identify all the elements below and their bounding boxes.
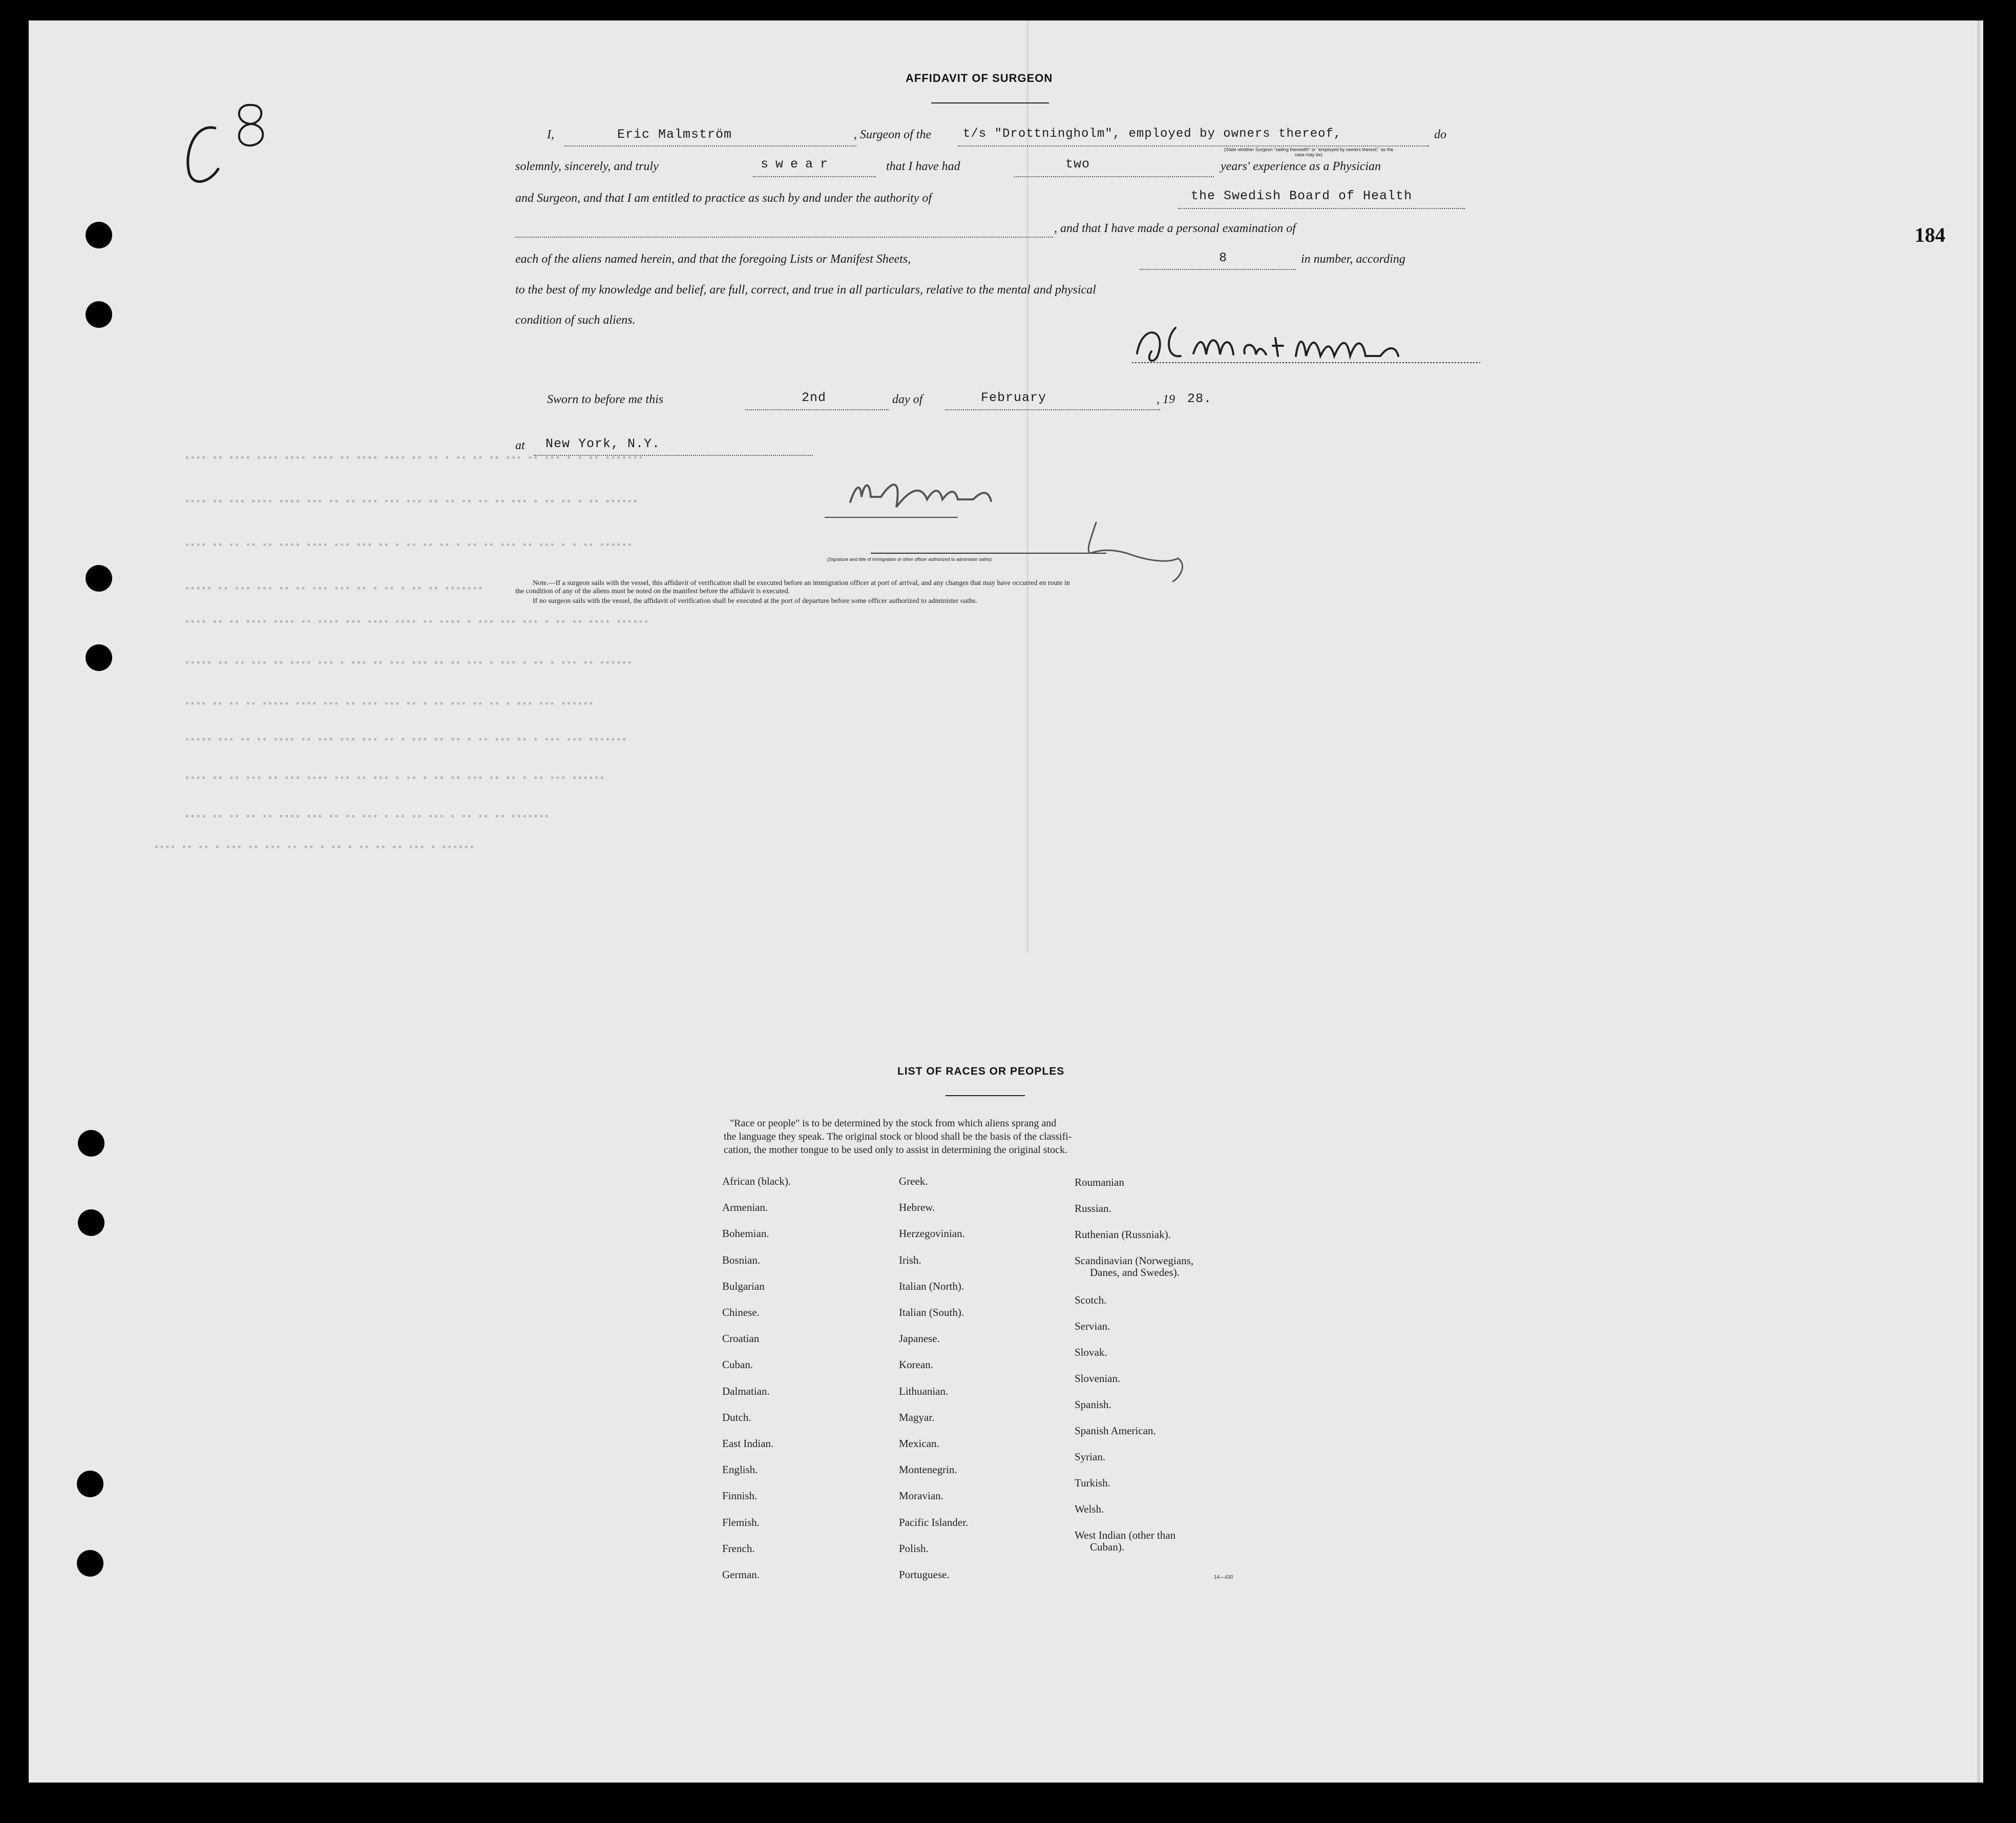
- race-item: Mexican.: [899, 1437, 939, 1450]
- aff-line2-mid: that I have had: [886, 160, 960, 173]
- bleed-through: ▪▪▪▪ ▪▪ ▪▪ ▪▪ ▪▪ ▪▪▪▪ ▪▪▪▪ ▪▪▪ ▪▪▪ ▪▪ ▪ ▪▪ ▪▪ ▪▪ ▪ ▪▪ ▪▪ ▪▪▪ ▪▪ ▪▪▪ ▪ ▪ ▪▪ ▪▪▪▪▪▪: [184, 540, 633, 551]
- years-line: [1014, 176, 1214, 177]
- race-item: Croatian: [722, 1332, 760, 1345]
- title-rule: [931, 102, 1049, 103]
- race-item: Portuguese.: [899, 1568, 950, 1581]
- page-number: 184: [1915, 223, 1945, 246]
- race-item: Bulgarian: [722, 1280, 765, 1292]
- punch-hole: [77, 1550, 103, 1577]
- sworn-year: 28.: [1187, 391, 1212, 406]
- race-item: Moravian.: [899, 1490, 943, 1502]
- aff-line1-mid: , Surgeon of the: [854, 128, 932, 141]
- races-title: LIST OF RACES OR PEOPLES: [897, 1065, 1065, 1077]
- race-item: Korean.: [899, 1358, 934, 1371]
- race-item: Russian.: [1075, 1202, 1111, 1214]
- sheets-value: 8: [1219, 250, 1228, 265]
- race-item: Spanish.: [1075, 1398, 1111, 1411]
- affidavit-note-3: If no surgeon sails with the vessel, the affidavit of verification shall be executed at the port of departure before some officer authorized to administer oaths.: [533, 597, 978, 605]
- race-item: Flemish.: [722, 1516, 760, 1528]
- race-item: Pacific Islander.: [899, 1516, 969, 1528]
- bleed-through: ▪▪▪▪ ▪▪ ▪▪▪▪ ▪▪▪▪ ▪▪▪▪ ▪▪▪▪ ▪▪ ▪▪▪▪ ▪▪▪▪ ▪▪ ▪▪ ▪ ▪▪ ▪▪ ▪▪ ▪▪▪ ▪▪ ▪▪▪ ▪ ▪ ▪▪ ▪▪▪▪▪▪▪: [184, 453, 644, 464]
- race-item: Slovak.: [1075, 1346, 1107, 1358]
- aff-line5-end: in number, according: [1301, 253, 1405, 266]
- bleed-through: ▪▪▪▪▪ ▪▪ ▪▪▪ ▪▪▪ ▪▪ ▪▪ ▪▪▪ ▪▪▪ ▪▪ ▪ ▪▪ ▪ ▪▪ ▪▪ ▪▪▪▪▪▪▪: [184, 584, 484, 594]
- surgeon-name: Eric Malmström: [617, 127, 732, 142]
- punch-hole: [86, 222, 112, 248]
- bleed-through: ▪▪▪▪ ▪▪ ▪▪ ▪▪ ▪▪ ▪▪▪▪ ▪▪▪ ▪▪ ▪▪ ▪▪▪ ▪ ▪▪ ▪▪ ▪▪▪ ▪ ▪▪ ▪▪ ▪▪ ▪▪▪▪▪▪▪: [184, 812, 550, 822]
- margin-note-handwriting: [174, 92, 292, 190]
- surgeon-signature: [1127, 307, 1485, 374]
- punch-hole: [78, 1130, 104, 1157]
- race-item: Finnish.: [722, 1490, 758, 1502]
- races-title-rule: [946, 1095, 1025, 1096]
- sheets-line: [1140, 269, 1296, 270]
- race-item: Welsh.: [1075, 1503, 1104, 1515]
- affidavit-note-2: the condition of any of the aliens must be noted on the manifest before the affidavit is executed.: [515, 588, 790, 595]
- aff-line7: condition of such aliens.: [515, 313, 636, 327]
- authority-continuation-line: [515, 237, 1053, 238]
- race-item: Roumanian: [1075, 1176, 1124, 1188]
- years-value: two: [1065, 157, 1090, 172]
- punch-hole: [78, 1209, 104, 1236]
- race-item: Bosnian.: [722, 1253, 761, 1266]
- aff-line3-pre: and Surgeon, and that I am entitled to practice as such by and under the authority of: [515, 192, 932, 205]
- race-item: Armenian.: [722, 1201, 768, 1214]
- punch-hole: [86, 644, 112, 671]
- sworn-day-line: [745, 409, 889, 410]
- sworn-mid: day of: [892, 393, 923, 406]
- race-item: Magyar.: [899, 1411, 935, 1423]
- race-item: Syrian.: [1075, 1451, 1106, 1463]
- race-item: Italian (South).: [899, 1306, 964, 1318]
- bleed-through: ▪▪▪▪ ▪▪ ▪▪ ▪▪▪ ▪▪ ▪▪▪ ▪▪▪▪ ▪▪▪ ▪▪ ▪▪▪ ▪ ▪▪ ▪ ▪▪ ▪▪ ▪▪▪ ▪▪ ▪▪ ▪ ▪▪ ▪▪▪ ▪▪▪▪▪▪: [184, 773, 605, 784]
- bleed-through: ▪▪▪▪ ▪▪ ▪▪ ▪▪ ▪▪▪▪▪ ▪▪▪▪ ▪▪▪ ▪▪ ▪▪▪ ▪▪▪ ▪▪ ▪ ▪▪ ▪▪▪ ▪▪ ▪▪ ▪ ▪▪▪ ▪▪▪ ▪▪▪▪▪▪: [184, 699, 594, 709]
- surgeon-name-line: [564, 145, 856, 146]
- sworn-month-line: [945, 409, 1160, 410]
- race-item: English.: [722, 1463, 758, 1476]
- aff-line6: to the best of my knowledge and belief, are full, correct, and true in all particulars, relative to the mental and physical: [515, 283, 1096, 297]
- race-item: Herzegovinian.: [899, 1227, 965, 1240]
- race-item: African (black).: [722, 1175, 791, 1187]
- race-item: Scandinavian (Norwegians,: [1075, 1254, 1194, 1267]
- race-item: German.: [722, 1568, 760, 1581]
- sworn-month: February: [981, 390, 1047, 405]
- race-item: Turkish.: [1075, 1477, 1110, 1489]
- officer-signature: [820, 461, 1270, 594]
- race-item: Hebrew.: [899, 1201, 935, 1214]
- races-intro-3: cation, the mother tongue to be used only to assist in determining the original stock.: [724, 1144, 1067, 1156]
- bleed-through: ▪▪▪▪ ▪▪ ▪▪ ▪ ▪▪▪ ▪▪ ▪▪▪ ▪▪ ▪▪ ▪ ▪▪ ▪ ▪▪ ▪▪ ▪▪ ▪▪▪ ▪ ▪▪▪▪▪▪: [154, 843, 475, 853]
- officer-caption: (Signature and title of immigration or other officer authorized to administer oaths): [827, 557, 992, 562]
- at-label: at: [515, 439, 525, 452]
- races-intro-2: the language they speak. The original stock or blood shall be the basis of the classifi-: [724, 1131, 1072, 1142]
- bleed-through: ▪▪▪▪▪ ▪▪▪ ▪▪ ▪▪ ▪▪▪▪ ▪▪ ▪▪▪ ▪▪▪ ▪▪▪ ▪▪ ▪ ▪▪▪ ▪▪ ▪▪ ▪ ▪▪ ▪▪▪ ▪▪ ▪ ▪▪▪ ▪▪▪ ▪▪▪▪▪▪▪: [184, 735, 627, 745]
- race-item: Ruthenian (Russniak).: [1075, 1228, 1171, 1241]
- oath-line: [753, 176, 876, 177]
- race-item: Italian (North).: [899, 1280, 964, 1292]
- bleed-through: ▪▪▪▪ ▪▪ ▪▪ ▪▪▪▪ ▪▪▪▪ ▪▪ ▪▪▪▪ ▪▪▪ ▪▪▪▪ ▪▪▪▪ ▪▪ ▪▪▪▪ ▪ ▪▪▪ ▪▪▪ ▪▪▪ ▪ ▪▪ ▪▪ ▪▪▪▪ ▪▪▪▪▪▪: [184, 617, 649, 627]
- aff-line2-end: years' experience as a Physician: [1221, 160, 1381, 173]
- race-item: Cuban).: [1090, 1541, 1125, 1553]
- race-item: Danes, and Swedes).: [1090, 1266, 1180, 1279]
- races-intro-1: "Race or people" is to be determined by the stock from which aliens sprang and: [730, 1118, 1057, 1129]
- race-item: Irish.: [899, 1253, 921, 1266]
- race-item: Dutch.: [722, 1411, 751, 1423]
- at-place: New York, N.Y.: [545, 436, 661, 451]
- sworn-year-prefix: , 19: [1157, 393, 1175, 406]
- punch-hole: [77, 1471, 103, 1497]
- punch-hole: [86, 301, 112, 328]
- race-item: French.: [722, 1542, 755, 1555]
- race-item: Scotch.: [1075, 1294, 1107, 1306]
- race-item: Cuban.: [722, 1358, 753, 1371]
- vessel-hint: (State whether Surgeon "sailing therewith" or "employed by owners thereof," as the case may be): [1224, 147, 1394, 157]
- race-item: Dalmatian.: [722, 1385, 770, 1397]
- authority-value: the Swedish Board of Health: [1191, 188, 1413, 203]
- sworn-pre: Sworn to before me this: [547, 393, 664, 406]
- race-item: Greek.: [899, 1175, 928, 1187]
- form-code: 14—430: [1214, 1575, 1233, 1580]
- race-item: East Indian.: [722, 1437, 774, 1450]
- page-edge: [1977, 20, 1980, 1783]
- sworn-day: 2nd: [802, 390, 827, 405]
- race-item: Lithuanian.: [899, 1385, 949, 1397]
- vessel-name: t/s "Drottningholm", employed by owners thereof,: [963, 127, 1342, 141]
- bleed-through: ▪▪▪▪▪ ▪▪ ▪▪ ▪▪▪ ▪▪ ▪▪▪▪ ▪▪▪ ▪ ▪▪▪ ▪▪ ▪▪▪ ▪▪▪ ▪▪ ▪▪ ▪▪▪ ▪ ▪▪▪ ▪ ▪▪ ▪ ▪▪▪ ▪▪ ▪▪▪▪▪▪: [184, 658, 633, 668]
- aff-line5-pre: each of the aliens named herein, and that the foregoing Lists or Manifest Sheets,: [515, 253, 911, 266]
- vessel-line: [958, 145, 1429, 146]
- race-item: Bohemian.: [722, 1227, 769, 1240]
- race-item: Chinese.: [722, 1306, 760, 1318]
- aff-line1-pre: I,: [547, 128, 554, 141]
- race-item: Servian.: [1075, 1320, 1110, 1332]
- race-item: Polish.: [899, 1542, 929, 1555]
- race-item: Japanese.: [899, 1332, 940, 1345]
- oath-word: swear: [761, 157, 835, 172]
- race-item: Montenegrin.: [899, 1463, 957, 1476]
- aff-line4-end: , and that I have made a personal examination of: [1054, 222, 1296, 235]
- race-item: Spanish American.: [1075, 1424, 1156, 1437]
- affidavit-title: AFFIDAVIT OF SURGEON: [906, 72, 1053, 85]
- aff-line1-end: do: [1434, 128, 1446, 141]
- race-item: West Indian (other than: [1075, 1529, 1176, 1541]
- aff-line2-pre: solemnly, sincerely, and truly: [515, 160, 659, 173]
- affidavit-note-1: Note.—If a surgeon sails with the vessel, this affidavit of verification shall be executed before an immigration officer at port of arrival, and any changes that may have occurred en route in: [533, 579, 1070, 587]
- race-item: Slovenian.: [1075, 1372, 1121, 1385]
- bleed-through: ▪▪▪▪ ▪▪ ▪▪▪ ▪▪▪▪ ▪▪▪▪ ▪▪▪ ▪▪ ▪▪ ▪▪▪ ▪▪▪ ▪▪▪ ▪▪ ▪▪ ▪▪ ▪▪ ▪▪ ▪▪▪ ▪ ▪▪ ▪▪ ▪ ▪▪ ▪▪▪▪▪▪: [184, 497, 638, 507]
- punch-hole: [86, 565, 112, 592]
- authority-line: [1178, 208, 1465, 209]
